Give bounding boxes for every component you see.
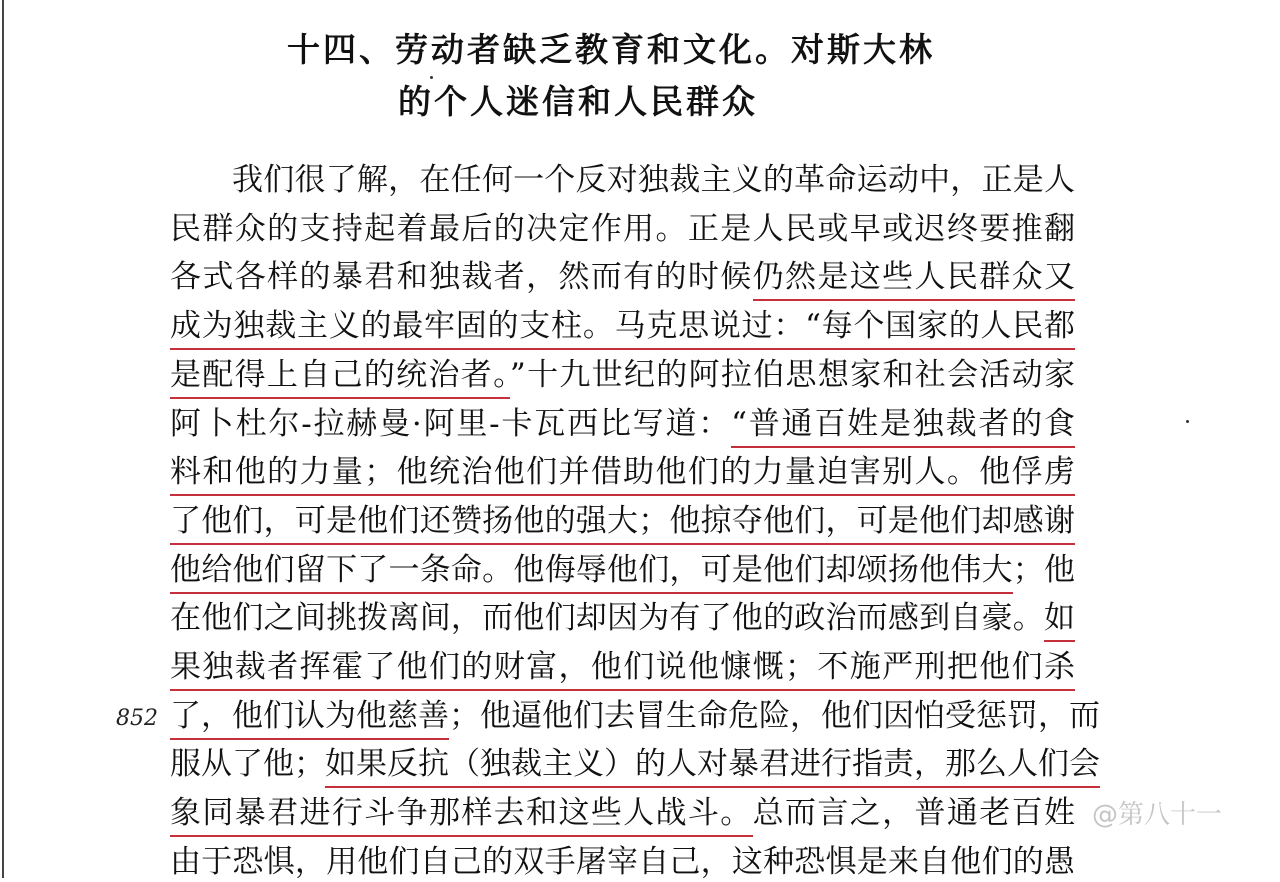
text-line bbox=[170, 209, 1075, 249]
text-line bbox=[170, 257, 1075, 297]
page-left-edge bbox=[2, 0, 4, 878]
chapter-heading-line-2: 的个人迷信和人民群众 bbox=[398, 82, 758, 121]
text-segment: 服从了他； bbox=[170, 746, 325, 783]
scan-speck bbox=[430, 76, 433, 79]
text-segment: 在他们之间挑拨离间，而他们却因为有了他的政治而感到自豪。 bbox=[170, 600, 1044, 637]
text-line bbox=[170, 598, 1075, 638]
scan-speck bbox=[1186, 420, 1189, 423]
text-line bbox=[170, 452, 1075, 492]
underlined-text: 果独裁者挥霍了他们的财富， bbox=[170, 649, 591, 691]
text-segment: 由于恐惧，用他们自己的双手屠宰自己，这种恐惧是来自他们的愚 bbox=[170, 843, 1075, 880]
text-segment: ”十九世纪的阿拉伯思想家和社会活动家 bbox=[509, 356, 1075, 393]
underlined-text: 成为独裁主义的最牢固的支柱。 bbox=[170, 308, 615, 350]
underlined-text: 仍然是这些人民群众又 bbox=[753, 259, 1075, 301]
underlined-text: 料和他的力量；他统治他们并借助他们的力量迫害别人。 bbox=[170, 454, 979, 496]
underlined-text: 如 bbox=[1044, 600, 1075, 642]
text-line bbox=[232, 160, 1075, 200]
watermark: @第八十一 bbox=[1092, 800, 1223, 830]
underlined-text: 他侮辱他们，可是他们却颂扬他伟大 bbox=[513, 552, 1012, 594]
underlined-text: 如果反抗（独裁主义）的人对暴君进行指责，那么人们会 bbox=[325, 746, 1100, 788]
page-number: 852 bbox=[116, 706, 158, 731]
text-line bbox=[170, 647, 1075, 687]
underlined-text: “普通百姓是独裁者的食 bbox=[731, 406, 1075, 448]
chapter-heading-line-1: 十四、劳动者缺乏教育和文化。对斯大林 bbox=[287, 30, 935, 69]
underlined-text: 他给他们留下了一条命。 bbox=[170, 552, 513, 594]
underlined-text: 是配得上自己的统治者。 bbox=[170, 357, 510, 399]
text-line bbox=[170, 501, 1075, 541]
text-line bbox=[170, 842, 1075, 882]
text-line bbox=[170, 744, 1100, 784]
text-line bbox=[170, 696, 1100, 736]
text-line bbox=[170, 306, 1075, 346]
underlined-text: 不施严刑把他们杀 bbox=[816, 649, 1075, 691]
text-line bbox=[170, 404, 1075, 444]
underlined-text: 他俘虏 bbox=[979, 454, 1075, 496]
underlined-text: 象同暴君进行斗争那样去和这些人战斗。 bbox=[170, 795, 753, 837]
text-line bbox=[170, 550, 1075, 590]
underlined-text: 马克思说过：“每个国家的人民都 bbox=[615, 308, 1075, 350]
text-segment: 阿卜杜尔-拉赫曼·阿里-卡瓦西比写道： bbox=[170, 405, 732, 442]
underlined-text: 他们说他慷慨； bbox=[591, 649, 816, 691]
text-line bbox=[170, 793, 1075, 833]
underlined-text: 了，他们认为他慈善 bbox=[170, 698, 449, 740]
text-segment: 各式各样的暴君和独裁者，然而有的时候 bbox=[170, 259, 753, 296]
text-line bbox=[170, 355, 1075, 395]
text-segment: ；他逼他们去冒生命危险，他们因怕受惩罚，而 bbox=[449, 697, 1100, 734]
text-segment: 总而言之，普通老百姓 bbox=[752, 795, 1076, 832]
underlined-text: 了他们，可是他们还赞扬他的强大； bbox=[170, 503, 669, 545]
text-segment: ；他 bbox=[1012, 551, 1076, 588]
text-segment: 我们很了解，在任何一个反对独裁主义的革命运动中，正是人 bbox=[232, 162, 1075, 198]
text-segment: 民群众的支持起着最后的决定作用。正是人民或早或迟终要推翻 bbox=[170, 210, 1075, 247]
underlined-text: 他掠夺他们，可是他们却感谢 bbox=[669, 503, 1075, 545]
